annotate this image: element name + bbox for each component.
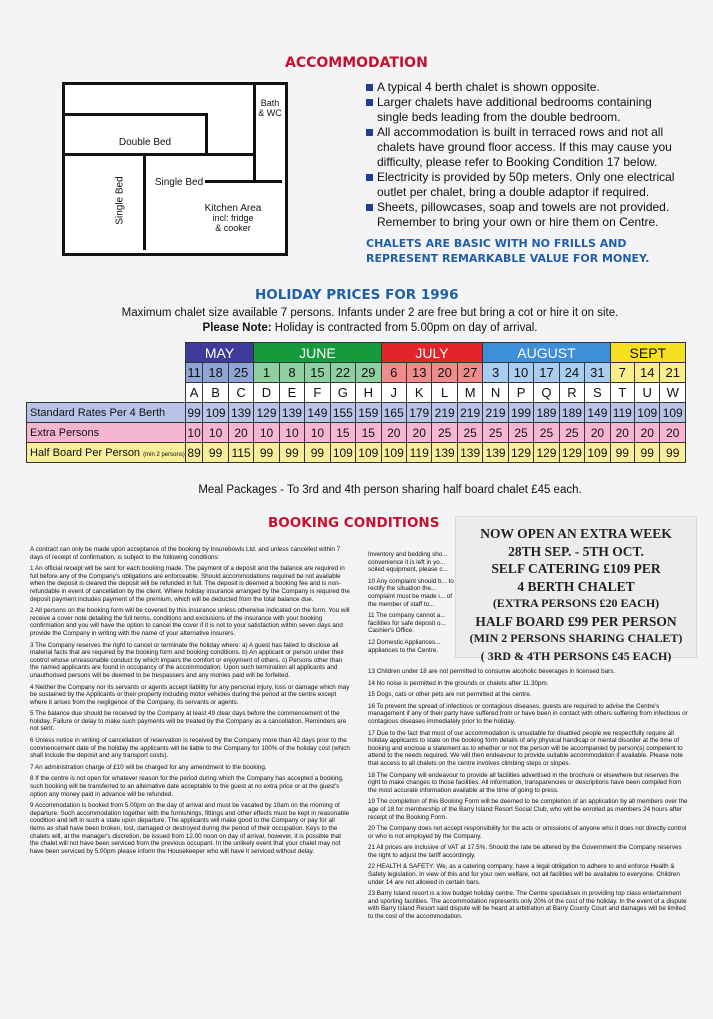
date-cell: 10 — [508, 363, 533, 383]
month-june: JUNE — [254, 343, 381, 363]
date-cell: 3 — [483, 363, 508, 383]
plan-kitchen-label: Kitchen Area — [204, 203, 262, 214]
price-cell: 109 — [203, 403, 228, 423]
letter-cell: D — [254, 383, 279, 403]
date-cell: 18 — [203, 363, 228, 383]
condition-paragraph: 10 Any complaint should b... to rectify the situation the... complaint must be made i... of the member of staff to... — [368, 577, 454, 608]
condition-paragraph: A contract can only be made upon acceptance of the booking by Insurebowls Ltd. and unless cancelled within 7 days of receipt of confirmation, is subject to the following conditions: — [30, 546, 341, 561]
month-august: AUGUST — [483, 343, 610, 363]
price-cell: 179 — [406, 403, 431, 423]
promo-line: SELF CATERING £109 PER — [491, 561, 661, 576]
note-text: Holiday is contracted from 5.00pm on day of arrival. — [271, 322, 538, 334]
price-cell: 189 — [534, 403, 559, 423]
bullet-item: Electricity is provided by 50p meters. Only one electrical outlet per chalet, bring a double adaptor if required. — [366, 170, 686, 200]
condition-paragraph: 21 All prices are inclusive of VAT at 17.5%. Should the rate be altered by the Government the Company reserves the right to adjust the tariff accordingly. — [368, 844, 682, 859]
price-cell: 219 — [457, 403, 482, 423]
price-table — [26, 342, 686, 463]
condition-paragraph: Inventory and bedding sho... convenience it is left in yo... soiled equipment, please c... — [368, 551, 448, 574]
condition-paragraph: 17 Due to the fact that most of our accommodation is unsuitable for disabled people we respectfully require all holiday applicants to state on the booking form details of any physical handicap or mental disorder at the time of booking and enclose a statement as to whether or not the person will be accompanied by person(s) competent to attend to the needs required. We will then endeavour to provide suitable accommodation if available. Please note that access to all chalets on the centre involves climbing steps or slopes. — [368, 729, 683, 767]
letter-cell: R — [559, 383, 584, 403]
price-cell: 139 — [432, 443, 457, 463]
condition-paragraph: 18 The Company will endeavour to provide all facilities advertised in the brochure or elsewhere but reserves the right to make changes to those facilities. All information, transparencies or descriptions have been compiled from the most accurate information available at the time of going to press. — [368, 771, 682, 794]
blank-cell — [27, 383, 186, 403]
bullet-item: All accommodation is built in terraced rows and not all chalets have ground floor access. If this may cause you difficulty, please refer to Booking Condition 17 below. — [366, 125, 686, 170]
condition-paragraph: 12 Domestic Appliances... appliances to the Centre. — [368, 638, 441, 654]
promo-line: NOW OPEN AN EXTRA WEEK — [480, 526, 672, 541]
condition-paragraph: 4 Neither the Company nor its servants or agents accept liability for any personal injury, loss or damage which may be sustained by the Applicants or their property including motor vehicles during the period at the centre except where it arises from the negligence of the Company, its servants or agents. — [30, 683, 350, 706]
blank-cell — [27, 363, 186, 383]
condition-paragraph: 13 Children under 18 are not permitted to consume alcoholic beverages in licensed bars. — [368, 668, 616, 675]
condition-paragraph: 11 The company cannot a... facilities for safe deposit o... Cashier's Office. — [368, 612, 446, 635]
condition-paragraph: 5 The balance due should be received by the Company at least 49 clear days before the commencement of the holiday. Failure or delay to make such payments will be treated by the Company as a cancellation. Reminders are not sent. — [30, 710, 347, 733]
row-label — [27, 443, 186, 463]
price-cell: 25 — [457, 423, 482, 443]
letter-cell: T — [610, 383, 634, 403]
promo-line: 4 BERTH CHALET — [517, 578, 635, 594]
price-cell: 109 — [660, 403, 686, 423]
prices-intro: Maximum chalet size available 7 persons. Infants under 2 are free but bring a cot or hire it on site. — [121, 307, 619, 319]
blank-cell — [27, 343, 186, 363]
price-cell: 109 — [356, 443, 381, 463]
price-cell: 129 — [508, 443, 533, 463]
price-cell: 119 — [610, 403, 634, 423]
condition-paragraph: 7 An administration charge of £10 will be charged for any amendment to the booking. — [30, 763, 267, 771]
condition-paragraph: 2 All persons on the booking form will be covered by this insurance unless otherwise indicated on the form. You will receive a cover note detailing the full terms, conditions and exclusions of the insurance with your booking confirmation and you will have the option to cancel the cover if it is not to your satisfaction within seven days and provide the Company in writing with the name of your alternative insurers. — [30, 607, 350, 637]
price-row-half-board — [27, 443, 686, 463]
price-cell: 10 — [203, 423, 228, 443]
promo-line: (EXTRA PERSONS £20 EACH) — [492, 596, 660, 610]
price-cell: 20 — [634, 423, 659, 443]
price-row-standard — [27, 403, 686, 423]
row-label-small: (min 2 persons) — [143, 451, 185, 458]
price-cell: 219 — [432, 403, 457, 423]
condition-paragraph: 9 Accommodation is booked from 5.00pm on the day of arrival and must be vacated by 10am on the morning of departure. Such accommodation together with the furnishings, fittings and other effects must be kept in reasonable condition and left in such a state upon departure. The applicants will make good to the Company or pay for all items as shall have been broken, lost, damaged or destroyed during the period of their occupation. Keys to the chalets will, at the manager's discretion, be issued from 12.00 noon on day of arrival, however, it is possible that the chalet will not have been serviced from the previous occupant. In the unlikely event that your chalet may not have been serviced by 5.00pm please inform the Housekeeper who will have it serviced without delay. — [30, 802, 350, 855]
condition-paragraph: 15 Dogs, cats or other pets are not permitted at the centre. — [368, 691, 532, 699]
price-cell: 20 — [406, 423, 431, 443]
price-cell: 25 — [559, 423, 584, 443]
promo-line: HALF BOARD £99 PER PERSON — [475, 613, 677, 629]
letter-cell: B — [203, 383, 228, 403]
plan-single-bed: Single Bed — [154, 177, 204, 188]
accommodation-heading: ACCOMMODATION — [285, 55, 428, 71]
price-cell: 129 — [534, 443, 559, 463]
promo-line: (MIN 2 PERSONS SHARING CHALET) — [469, 631, 683, 645]
price-cell: 25 — [508, 423, 533, 443]
plan-wall — [143, 153, 146, 250]
date-cell: 14 — [634, 363, 659, 383]
price-cell: 109 — [330, 443, 355, 463]
month-july: JULY — [381, 343, 483, 363]
price-cell: 129 — [559, 443, 584, 463]
plan-double-bed: Double Bed — [118, 137, 172, 148]
price-cell: 189 — [559, 403, 584, 423]
price-cell: 219 — [483, 403, 508, 423]
promo-line: 28TH SEP. - 5TH OCT. — [508, 543, 644, 559]
price-cell: 10 — [279, 423, 304, 443]
price-cell: 109 — [381, 443, 406, 463]
price-cell: 15 — [356, 423, 381, 443]
price-cell: 129 — [254, 403, 279, 423]
row-label: Extra Persons — [27, 423, 186, 443]
price-cell: 139 — [483, 443, 508, 463]
price-cell: 139 — [228, 403, 253, 423]
letter-cell: E — [279, 383, 304, 403]
date-cell: 1 — [254, 363, 279, 383]
date-cell: 8 — [279, 363, 304, 383]
row-label-text: Half Board Per Person — [30, 446, 141, 459]
plan-kitchen-sub: & cooker — [215, 222, 251, 233]
plan-bath — [257, 99, 283, 119]
price-cell: 99 — [185, 403, 203, 423]
date-cell: 7 — [610, 363, 634, 383]
price-cell: 99 — [610, 443, 634, 463]
price-cell: 20 — [585, 423, 610, 443]
date-cell: 22 — [330, 363, 355, 383]
date-cell: 6 — [381, 363, 406, 383]
plan-kitchen — [193, 203, 273, 234]
price-cell: 109 — [634, 403, 659, 423]
price-cell: 139 — [457, 443, 482, 463]
letter-row — [27, 383, 686, 403]
bullet-item: Sheets, pillowcases, soap and towels are not provided. Remember to bring your own or hire them on Centre. — [366, 200, 686, 230]
price-cell: 115 — [228, 443, 253, 463]
condition-paragraph: 20 The Company does not accept responsibility for the acts or omissions of anyone who it does not directly control or who is not employed by the Company. — [368, 825, 687, 840]
date-cell: 17 — [534, 363, 559, 383]
price-cell: 99 — [634, 443, 659, 463]
letter-cell: G — [330, 383, 355, 403]
accommodation-tagline: CHALETS ARE BASIC WITH NO FRILLS AND REPRESENT REMARKABLE VALUE FOR MONEY. — [366, 237, 650, 265]
condition-paragraph: 8 If the centre is not open for whatever reason for the period during which the Company has accepted a booking, such booking will be transferred to an alternative date acceptable to the guest at no extra price or at the guest's option any money paid in advance will be refunded. — [30, 775, 344, 798]
promo-line: ( 3RD & 4TH PERSONS £45 EACH) — [480, 648, 672, 663]
plan-wall — [65, 153, 255, 156]
bullet-item: Larger chalets have additional bedrooms containing single beds leading from the double bedroom. — [366, 95, 686, 125]
date-cell: 27 — [457, 363, 482, 383]
price-cell: 159 — [356, 403, 381, 423]
condition-paragraph: 1 An official receipt will be sent for each booking made. The payment of a deposit and the balance are required in full before any of the Company's obligations are enforceable. Should accommodations required be not available when the deposit is cleared the deposit will be refunded in full. The deposit is deemed a booking fee and is non-refundable in event of cancellation by the client. Where holiday insurance arranged by the Company is required the deposit payment includes payment of the premium, which will be deducted from the total balance due. — [30, 565, 350, 603]
price-cell: 10 — [185, 423, 203, 443]
letter-cell: H — [356, 383, 381, 403]
price-cell: 149 — [585, 403, 610, 423]
plan-kitchen-sub: incl: fridge — [212, 213, 254, 223]
letter-cell: Q — [534, 383, 559, 403]
letter-cell: F — [305, 383, 330, 403]
condition-paragraph: 16 To prevent the spread of infectious or contagious diseases, guests are required to advise the Centre's management if any of their party have suffered from or have been in contact with others suffering from infectious or contagious diseases immediately prior to the holiday. — [368, 702, 688, 725]
meal-note: Meal Packages - To 3rd and 4th person sharing half board chalet £45 each. — [198, 484, 582, 496]
letter-cell: J — [381, 383, 406, 403]
date-cell: 24 — [559, 363, 584, 383]
price-cell: 99 — [305, 443, 330, 463]
price-cell: 20 — [381, 423, 406, 443]
date-cell: 20 — [432, 363, 457, 383]
price-cell: 155 — [330, 403, 355, 423]
date-row — [27, 363, 686, 383]
condition-paragraph: 14 No noise is permitted in the grounds or chalets after 11.30pm. — [368, 679, 549, 687]
prices-heading: HOLIDAY PRICES FOR 1996 — [255, 287, 459, 303]
plan-wall — [65, 113, 205, 116]
price-cell: 25 — [534, 423, 559, 443]
date-cell: 31 — [585, 363, 610, 383]
price-cell: 25 — [483, 423, 508, 443]
date-cell: 29 — [356, 363, 381, 383]
note-label: Please Note: — [202, 322, 272, 334]
bullet-item: A typical 4 berth chalet is shown opposite. — [366, 80, 686, 95]
date-cell: 15 — [305, 363, 330, 383]
month-sept: SEPT — [610, 343, 685, 363]
price-cell: 99 — [660, 443, 686, 463]
price-cell: 99 — [279, 443, 304, 463]
booking-heading: BOOKING CONDITIONS — [268, 515, 440, 531]
promo-box — [456, 517, 696, 663]
prices-note — [100, 322, 640, 334]
date-cell: 21 — [660, 363, 686, 383]
condition-paragraph: 23 Barry Island resort is a low budget holiday centre. The Centre specialises in providing top class entertainment and sporting facilities. The accommodation represents only 20% of the cost of the holiday. In the event of a dispute with Barry Island Resort said dispute will be heard at arbitration at Barry County Court and damages will be limited to the cost of the accommodation. — [368, 890, 687, 921]
price-cell: 15 — [330, 423, 355, 443]
plan-wall — [253, 85, 256, 180]
condition-paragraph: 3 The Company reserves the right to cancel or terminate the holiday where: a) A guest has failed to disclose all material facts that are required by the booking form and booking conditions. b) An applicant or person under their control whose unreasonable conduct by which impairs the comfort or enjoyment of others. c) Persons other than the named applicants are found in occupancy of the accommodation. Upon such termination all applicants and unauthorised persons will be deemed to be trespassers and any monies paid will be forfeited. — [30, 641, 344, 679]
chalet-floor-plan — [62, 82, 288, 256]
price-cell: 99 — [254, 443, 279, 463]
price-cell: 20 — [228, 423, 253, 443]
price-cell: 109 — [585, 443, 610, 463]
price-cell: 10 — [254, 423, 279, 443]
condition-paragraph: 19 The completion of this Booking Form will be deemed to be completion of an application by all members over the age of 18 for membership of the Barry Island Resort Social Club, who will be enrolled as members 24 hours after receipt of the Booking Form. — [368, 798, 688, 821]
price-cell: 199 — [508, 403, 533, 423]
letter-cell: U — [634, 383, 659, 403]
letter-cell: M — [457, 383, 482, 403]
price-cell: 99 — [203, 443, 228, 463]
booking-right-column — [368, 668, 688, 925]
price-cell: 139 — [279, 403, 304, 423]
date-cell: 11 — [185, 363, 203, 383]
price-cell: 25 — [432, 423, 457, 443]
plan-wall — [205, 180, 282, 183]
letter-cell: A — [185, 383, 203, 403]
plan-single-bed-vertical: Single Bed — [114, 176, 126, 225]
price-row-extra — [27, 423, 686, 443]
month-may: MAY — [185, 343, 253, 363]
month-row — [27, 343, 686, 363]
plan-bath-label: Bath & WC — [258, 98, 282, 118]
condition-paragraph: 6 Unless notice in writing of cancellation of reservation is received by the Company more than 42 days prior to the commencement date of the holiday the applicants will be liable to the Company for 100% of the holiday cost (which shall include the deposit and any transport costs). — [30, 737, 350, 760]
date-cell: 13 — [406, 363, 431, 383]
row-label: Standard Rates Per 4 Berth — [27, 403, 186, 423]
letter-cell: L — [432, 383, 457, 403]
letter-cell: P — [508, 383, 533, 403]
price-cell: 10 — [305, 423, 330, 443]
letter-cell: W — [660, 383, 686, 403]
booking-right-top — [368, 551, 454, 658]
plan-wall — [205, 113, 208, 153]
price-cell: 165 — [381, 403, 406, 423]
letter-cell: N — [483, 383, 508, 403]
letter-cell: K — [406, 383, 431, 403]
price-cell: 89 — [185, 443, 203, 463]
booking-left-column — [30, 546, 350, 859]
letter-cell: C — [228, 383, 253, 403]
price-cell: 149 — [305, 403, 330, 423]
condition-paragraph: 22 HEALTH & SAFETY: We, as a catering company, have a legal obligation to adhere to and enforce Health & Safety legislation. In view of this and for your own welfare, not all facilities will be available to everyone. Children under 14 are not allowed in certain bars. — [368, 863, 680, 886]
accommodation-bullets — [366, 80, 686, 230]
price-cell: 20 — [610, 423, 634, 443]
date-cell: 25 — [228, 363, 253, 383]
price-cell: 119 — [406, 443, 431, 463]
price-cell: 20 — [660, 423, 686, 443]
letter-cell: S — [585, 383, 610, 403]
